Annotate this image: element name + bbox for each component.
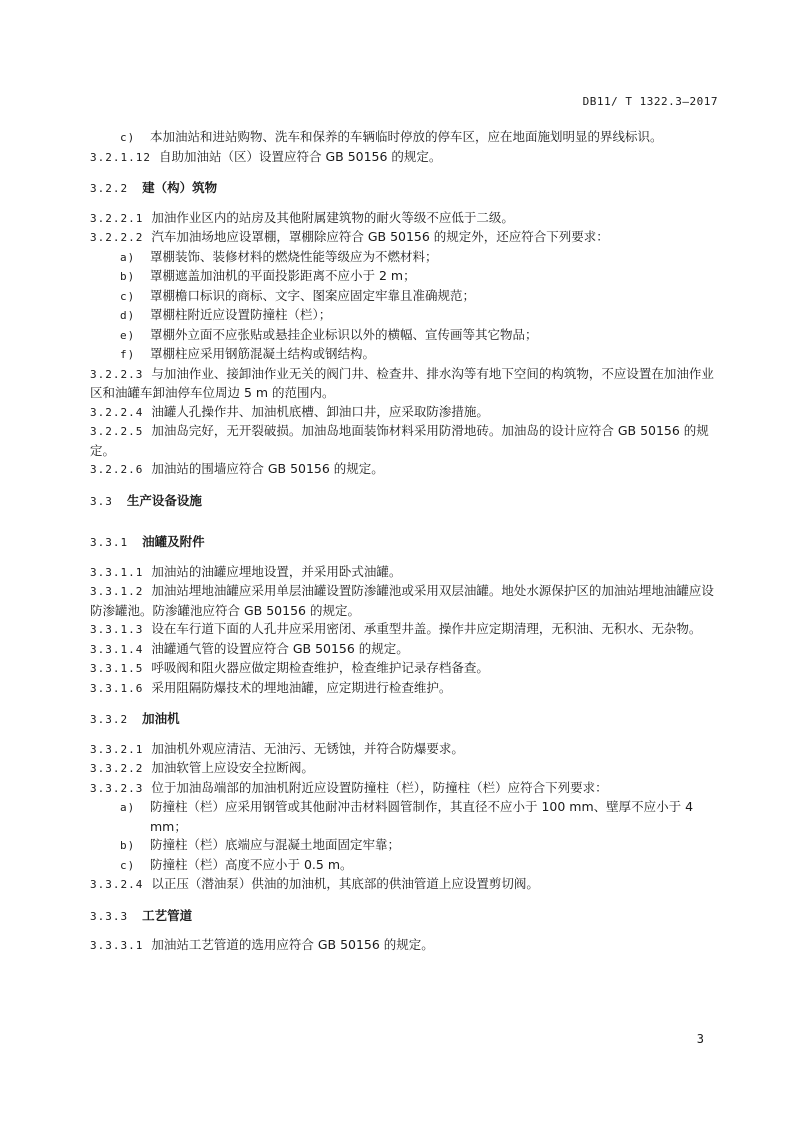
clause-paragraph bbox=[90, 759, 718, 779]
document-code-header: DB11/ T 1322.3—2017 bbox=[582, 95, 718, 108]
list-item bbox=[90, 248, 718, 268]
clause-paragraph bbox=[90, 779, 718, 799]
clause-text: 罩棚外立面不应张贴或悬挂企业标识以外的横幅、宣传画等其它物品； bbox=[150, 326, 538, 342]
clause-number: b) bbox=[120, 270, 136, 283]
clause-number: 3.2.2.2 bbox=[90, 231, 144, 244]
clause-paragraph bbox=[90, 563, 718, 583]
clause-paragraph bbox=[90, 365, 718, 403]
clause-text: 罩棚遮盖加油机的平面投影距离不应小于 2 m； bbox=[150, 268, 416, 283]
clause-number: b) bbox=[120, 839, 136, 852]
clause-text: 油罐通气管的设置应符合 GB 50156 的规定。 bbox=[151, 640, 409, 656]
list-item bbox=[90, 306, 718, 326]
section-heading bbox=[90, 710, 718, 730]
clause-text: 加油站的油罐应埋地设置，并采用卧式油罐。 bbox=[151, 563, 402, 579]
list-item bbox=[90, 798, 718, 836]
clause-text: 防撞柱（栏）高度不应小于 0.5 m。 bbox=[150, 856, 353, 872]
clause-text: 建（构）筑物 bbox=[142, 180, 218, 195]
clause-paragraph bbox=[90, 936, 718, 956]
clause-number: 3.3.2.1 bbox=[90, 742, 144, 756]
clause-text: 罩棚檐口标识的商标、文字、图案应固定牢靠且准确规范； bbox=[150, 287, 476, 303]
clause-number: 3.2.2.3 bbox=[90, 367, 144, 381]
clause-paragraph bbox=[90, 460, 718, 480]
clause-text: 加油机外观应清洁、无油污、无锈蚀，并符合防爆要求。 bbox=[151, 740, 464, 756]
clause-number: c) bbox=[120, 289, 136, 303]
clause-number: 3.3.1.1 bbox=[90, 565, 144, 579]
clause-text: 与加油作业、接卸油作业无关的阀门井、检查井、排水沟等有地下空间的构筑物，不应设置在加油作业区和油罐车卸油停车位周边 5 m 的范围内。 bbox=[90, 365, 714, 400]
clause-text: 加油岛完好，无开裂破损。加油岛地面装饰材料采用防滑地砖。加油岛的设计应符合 GB 50156 的规定。 bbox=[90, 423, 709, 458]
clause-number: 3.3.1.6 bbox=[90, 681, 144, 695]
list-item bbox=[90, 856, 718, 876]
clause-text: 汽车加油场地应设罩棚，罩棚除应符合 GB 50156 的规定外，还应符合下列要求： bbox=[151, 229, 609, 244]
list-item bbox=[90, 345, 718, 365]
clause-number: 3.2.2.4 bbox=[90, 405, 144, 419]
clause-paragraph bbox=[90, 148, 718, 168]
clause-paragraph bbox=[90, 422, 718, 460]
clause-text: 罩棚柱附近应设置防撞柱（栏）； bbox=[150, 307, 332, 322]
clause-number: 3.2.2.5 bbox=[90, 425, 144, 438]
clause-number: 3.3.2.2 bbox=[90, 762, 144, 775]
list-item bbox=[90, 326, 718, 346]
clause-text: 罩棚装饰、装修材料的燃烧性能等级应为不燃材料； bbox=[150, 248, 438, 264]
clause-number: 3.2.2.1 bbox=[90, 211, 144, 225]
list-item bbox=[90, 836, 718, 856]
clause-paragraph bbox=[90, 640, 718, 660]
clause-text: 加油站埋地油罐应采用单层油罐设置防渗罐池或采用双层油罐。地处水源保护区的加油站埋地油罐应设防渗罐池。防渗罐池应符合 GB 50156 的规定。 bbox=[90, 583, 714, 618]
clause-text: 工艺管道 bbox=[142, 907, 193, 923]
clause-text: 罩棚柱应采用钢筋混凝土结构或钢结构。 bbox=[150, 346, 376, 361]
document-body bbox=[90, 128, 718, 956]
clause-number: 3.3.2.3 bbox=[90, 781, 144, 795]
clause-paragraph bbox=[90, 209, 718, 229]
clause-number: 3.3 bbox=[90, 494, 113, 508]
clause-number: 3.3.2 bbox=[90, 713, 129, 726]
clause-number: e) bbox=[120, 328, 136, 342]
clause-number: 3.3.3 bbox=[90, 909, 129, 923]
clause-number: f) bbox=[120, 348, 136, 361]
clause-paragraph bbox=[90, 659, 718, 679]
clause-text: 加油机 bbox=[142, 711, 180, 726]
clause-text: 采用阻隔防爆技术的埋地油罐，应定期进行检查维护。 bbox=[151, 679, 452, 695]
clause-paragraph bbox=[90, 582, 718, 620]
clause-paragraph bbox=[90, 620, 718, 640]
clause-text: 油罐及附件 bbox=[142, 534, 205, 549]
clause-paragraph bbox=[90, 228, 718, 248]
clause-number: c) bbox=[120, 131, 136, 144]
clause-text: 位于加油岛端部的加油机附近应设置防撞柱（栏），防撞柱（栏）应符合下列要求： bbox=[151, 779, 608, 795]
clause-number: d) bbox=[120, 309, 136, 322]
clause-text: 生产设备设施 bbox=[126, 492, 202, 508]
clause-number: 3.3.1.4 bbox=[90, 642, 144, 656]
section-heading bbox=[90, 179, 718, 199]
clause-text: 油罐人孔操作井、加油机底槽、卸油口井，应采取防渗措施。 bbox=[151, 403, 489, 419]
clause-paragraph bbox=[90, 403, 718, 423]
section-heading bbox=[90, 907, 718, 927]
clause-text: 加油站工艺管道的选用应符合 GB 50156 的规定。 bbox=[151, 937, 434, 952]
clause-text: 加油软管上应设安全拉断阀。 bbox=[151, 760, 314, 775]
page-number: 3 bbox=[696, 1032, 704, 1046]
clause-number: 3.3.2.4 bbox=[90, 878, 144, 891]
section-heading bbox=[90, 533, 718, 553]
clause-number: 3.3.1.5 bbox=[90, 662, 144, 675]
clause-text: 防撞柱（栏）底端应与混凝土地面固定牢靠； bbox=[150, 837, 401, 852]
clause-number: 3.3.1.2 bbox=[90, 585, 144, 598]
clause-number: c) bbox=[120, 858, 136, 872]
clause-text: 防撞柱（栏）应采用钢管或其他耐冲击材料圆管制作，其直径不应小于 100 mm、壁厚不应小于 4 mm； bbox=[150, 799, 694, 834]
clause-number: a) bbox=[120, 801, 136, 814]
clause-number: 3.3.3.1 bbox=[90, 939, 144, 952]
clause-paragraph bbox=[90, 679, 718, 699]
list-item bbox=[90, 287, 718, 307]
clause-number: 3.2.2.6 bbox=[90, 463, 144, 476]
clause-text: 呼吸阀和阻火器应做定期检查维护，检查维护记录存档备查。 bbox=[151, 660, 489, 675]
clause-text: 加油作业区内的站房及其他附属建筑物的耐火等级不应低于二级。 bbox=[151, 209, 514, 225]
clause-number: 3.2.2 bbox=[90, 182, 129, 195]
clause-number: a) bbox=[120, 250, 136, 264]
clause-paragraph bbox=[90, 875, 718, 895]
clause-number: 3.2.1.12 bbox=[90, 150, 151, 164]
clause-number: 3.3.1 bbox=[90, 536, 129, 549]
clause-text: 加油站的围墙应符合 GB 50156 的规定。 bbox=[151, 461, 384, 476]
list-item bbox=[90, 128, 718, 148]
section-heading bbox=[90, 492, 718, 512]
clause-text: 以正压（潜油泵）供油的加油机，其底部的供油管道上应设置剪切阀。 bbox=[151, 876, 539, 891]
clause-text: 设在车行道下面的人孔井应采用密闭、承重型井盖。操作井应定期清理，无积油、无积水、无杂物。 bbox=[151, 621, 702, 636]
clause-text: 自助加油站（区）设置应符合 GB 50156 的规定。 bbox=[158, 148, 442, 164]
clause-text: 本加油站和进站购物、洗车和保养的车辆临时停放的停车区，应在地面施划明显的界线标识。 bbox=[150, 129, 663, 144]
clause-paragraph bbox=[90, 740, 718, 760]
list-item bbox=[90, 267, 718, 287]
clause-number: 3.3.1.3 bbox=[90, 623, 144, 636]
